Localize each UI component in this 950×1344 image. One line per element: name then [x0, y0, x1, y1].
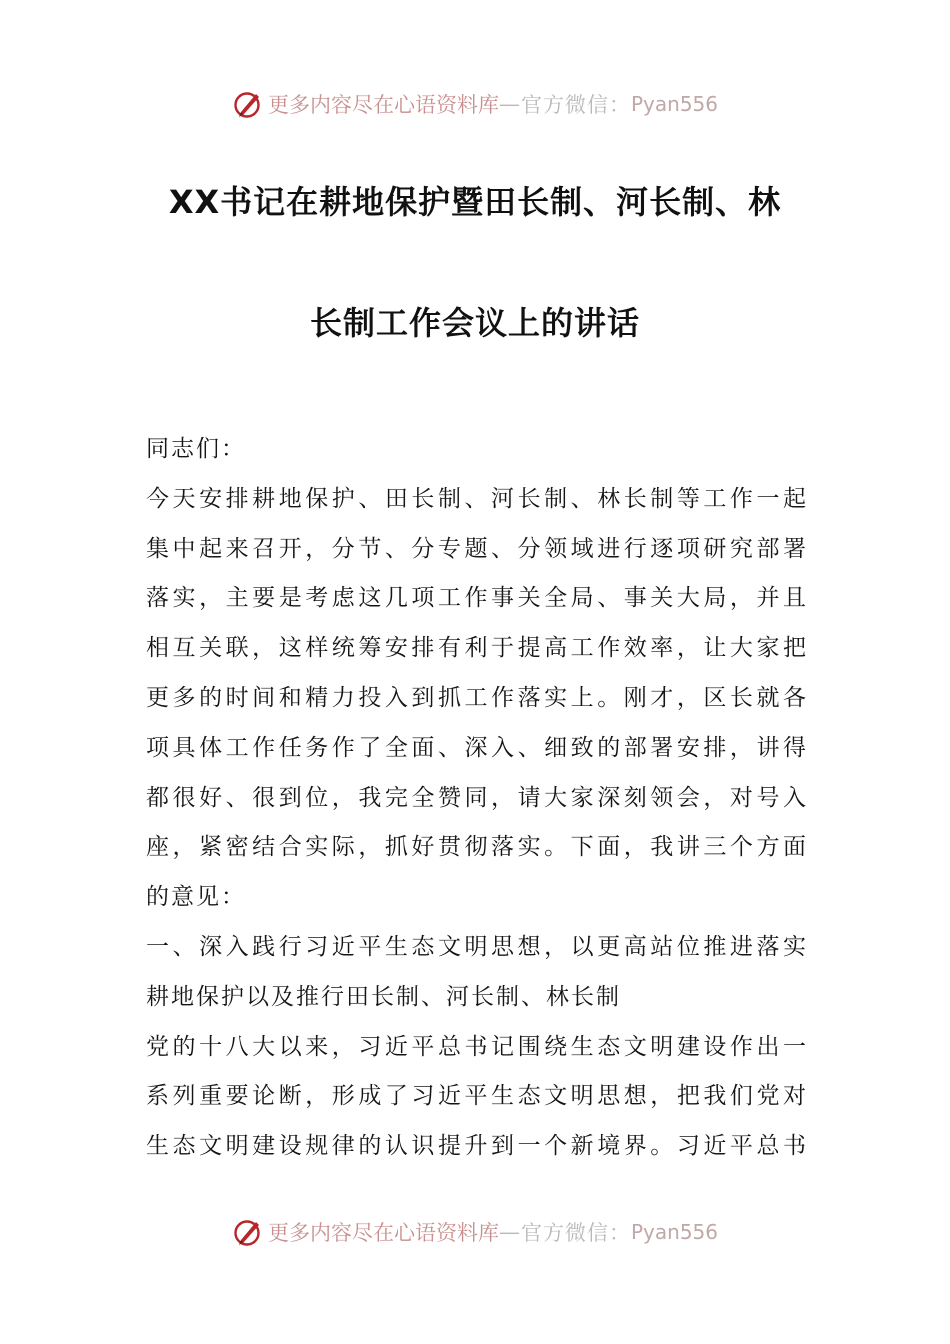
body-line: 项具体工作任务作了全面、深入、细致的部署安排，讲得	[146, 734, 808, 761]
pen-logo-icon	[232, 88, 264, 120]
banner-official-label: 官方微信：	[520, 93, 631, 117]
banner-brand-text: 更多内容尽在心语资料库	[267, 93, 499, 117]
body-line: 都很好、很到位，我完全赞同，请大家深刻领会，对号入	[146, 784, 808, 811]
header-banner	[0, 84, 950, 124]
body-line: 系列重要论断，形成了习近平生态文明思想，把我们党对	[146, 1083, 808, 1110]
banner-brand-text: 更多内容尽在心语资料库	[267, 1221, 499, 1245]
body-line: 同志们：	[146, 436, 246, 462]
body-line: 更多的时间和精力投入到抓工作落实上。刚才，区长就各	[146, 684, 808, 711]
banner-official-label: 官方微信：	[520, 1221, 631, 1245]
body-line: 耕地保护以及推行田长制、河长制、林长制	[146, 983, 621, 1010]
footer-banner	[0, 1212, 950, 1252]
banner-dash: —	[498, 92, 521, 116]
body-line: 今天安排耕地保护、田长制、河长制、林长制等工作一起	[146, 485, 808, 512]
body-line: 生态文明建设规律的认识提升到一个新境界。习近平总书	[146, 1133, 808, 1160]
pen-logo-icon	[232, 1216, 264, 1248]
body-line: 党的十八大以来，习近平总书记围绕生态文明建设作出一	[146, 1033, 808, 1060]
body-line: 座，紧密结合实际，抓好贯彻落实。下面，我讲三个方面	[146, 834, 808, 861]
banner-dash: —	[498, 1220, 521, 1244]
document-title-line-1: XX书记在耕地保护暨田长制、河长制、林	[168, 183, 782, 221]
document-title-line-2: 长制工作会议上的讲话	[309, 304, 640, 342]
body-line: 一、深入践行习近平生态文明思想，以更高站位推进落实	[146, 933, 808, 960]
body-line: 的意见：	[146, 884, 246, 911]
banner-wechat-id: Pyan556	[630, 92, 718, 116]
body-line: 集中起来召开，分节、分专题、分领域进行逐项研究部署	[146, 535, 808, 562]
document-body	[146, 425, 808, 1172]
body-line: 相互关联，这样统筹安排有利于提高工作效率，让大家把	[146, 635, 808, 662]
body-line: 落实，主要是考虑这几项工作事关全局、事关大局，并且	[146, 585, 808, 612]
banner-wechat-id: Pyan556	[630, 1220, 718, 1244]
